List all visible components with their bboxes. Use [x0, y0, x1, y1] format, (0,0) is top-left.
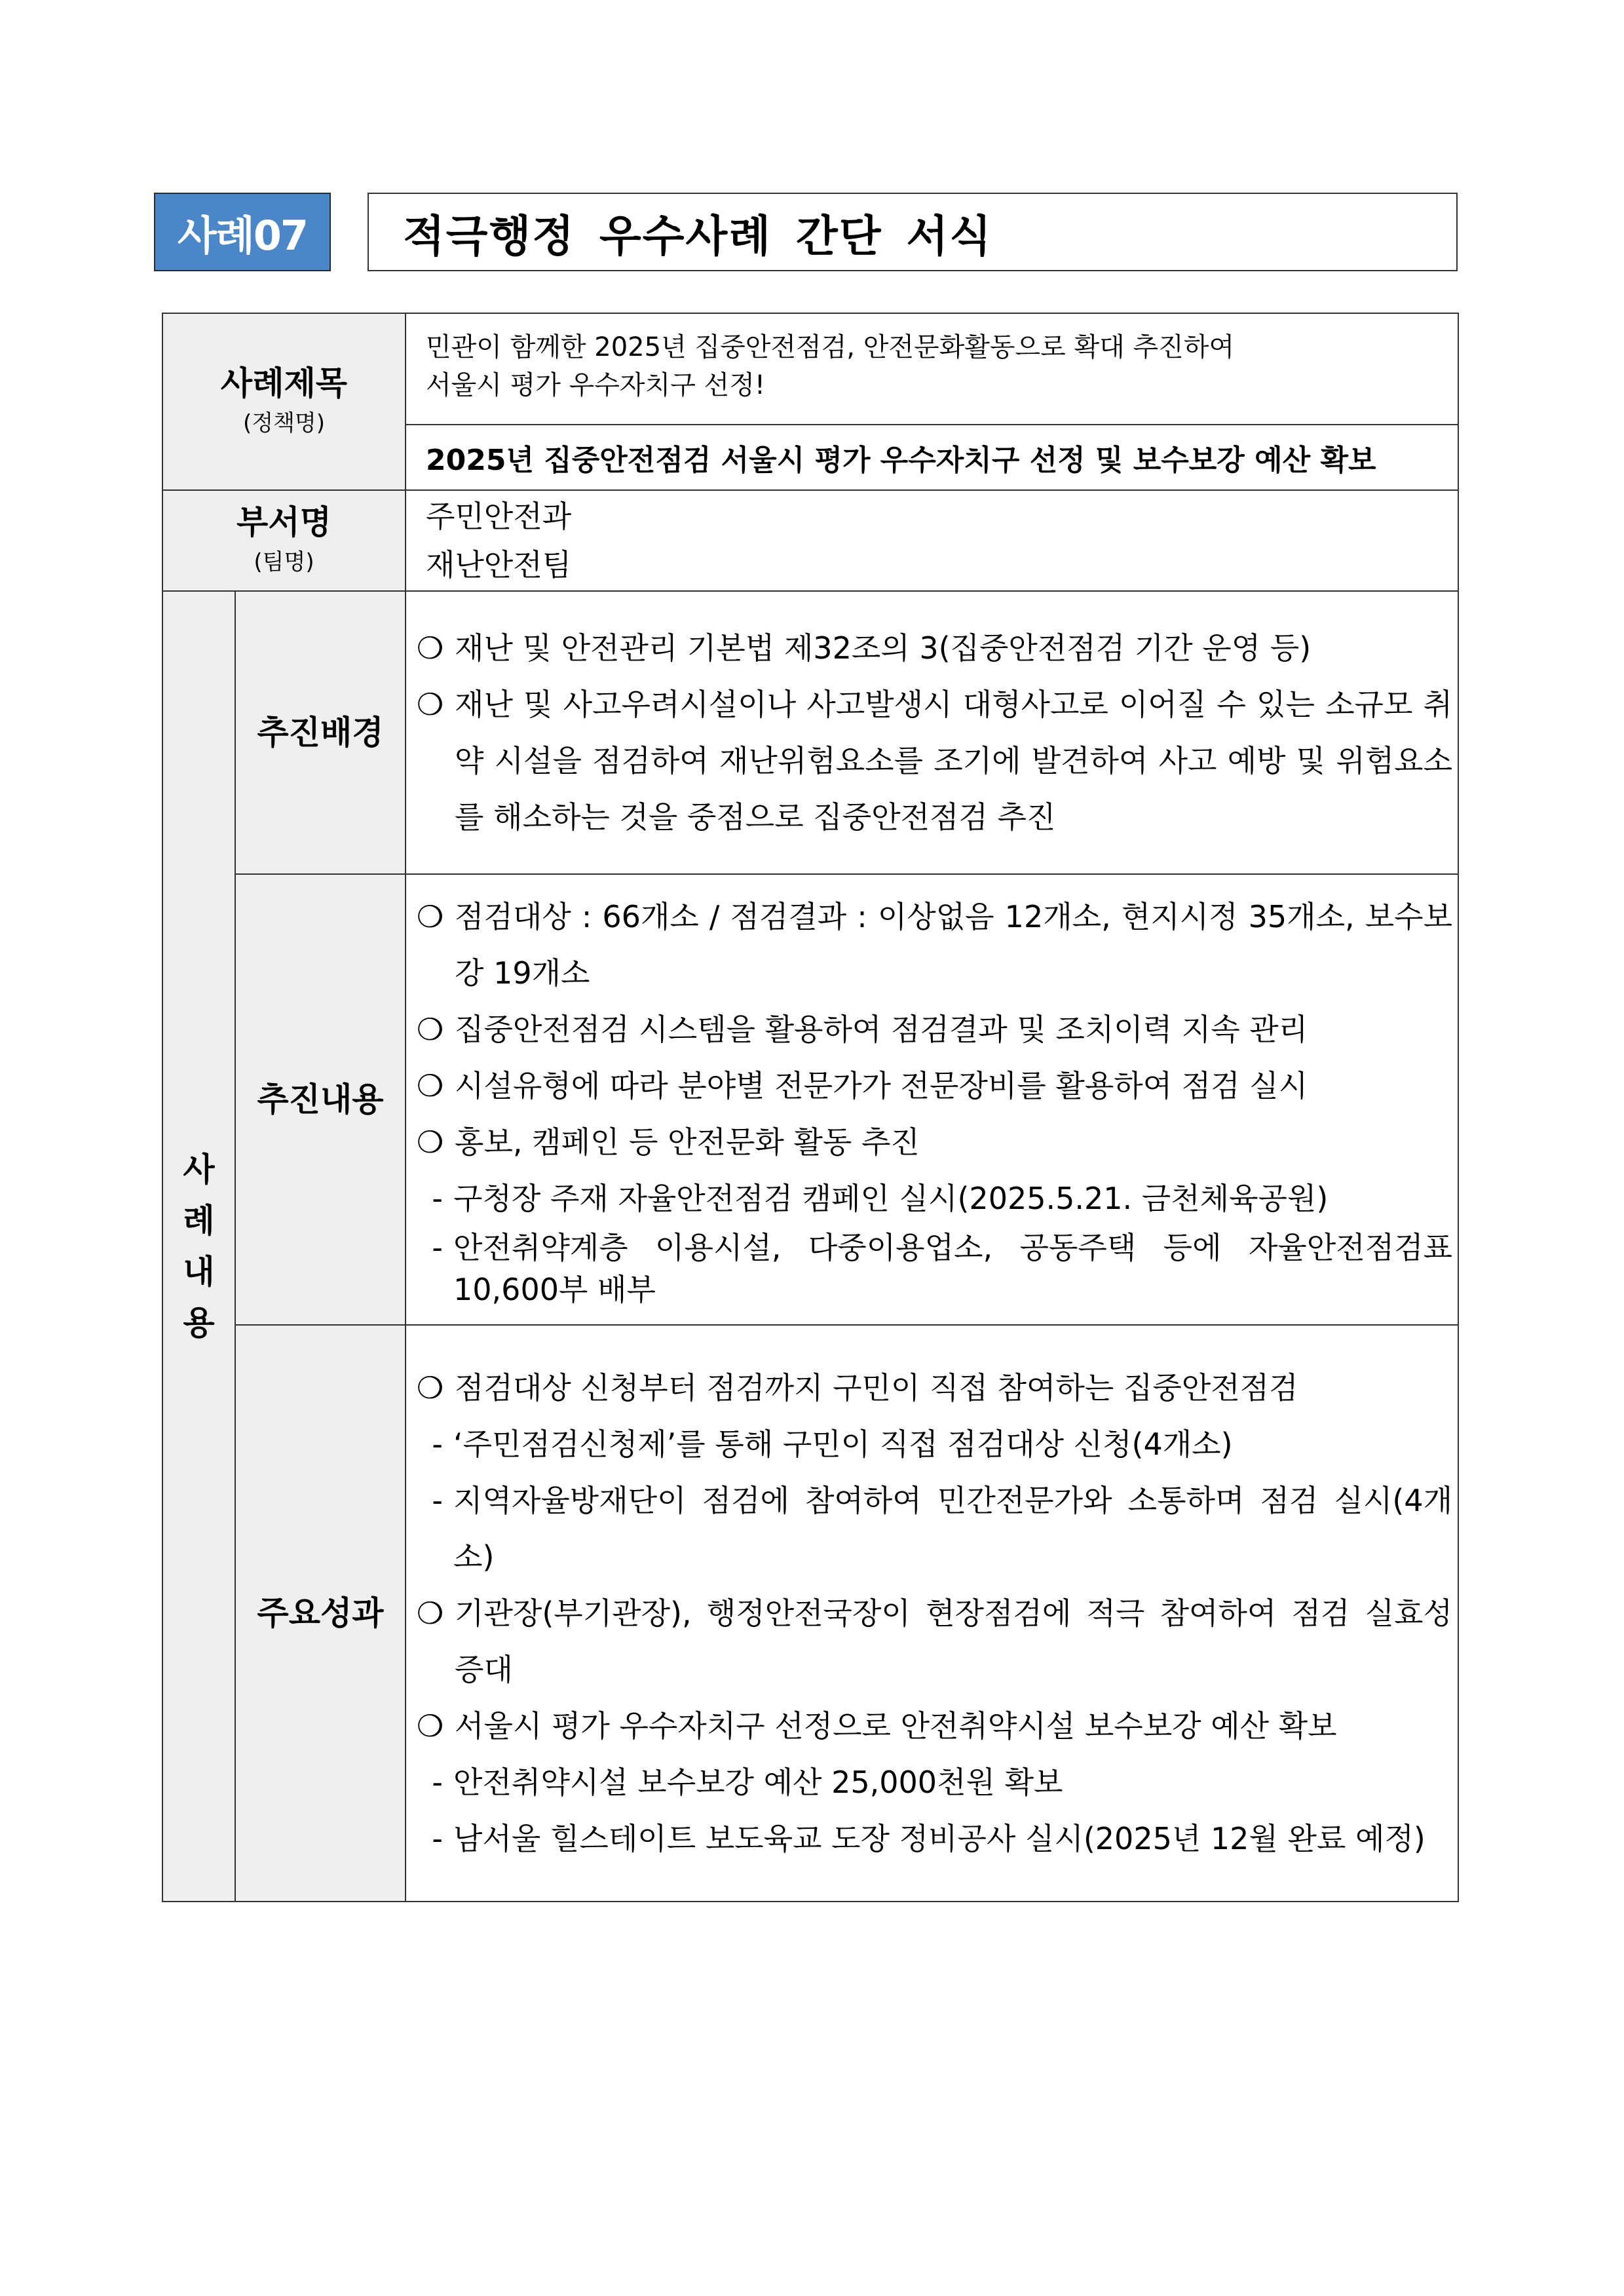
- circle-bullet-icon: ❍: [417, 687, 444, 722]
- circle-bullet-icon: ❍: [417, 899, 444, 934]
- department-name: 주민안전과: [426, 499, 572, 534]
- item-text: 남서울 힐스테이트 보도육교 도장 정비공사 실시(2025년 12월 완료 예정): [453, 1821, 1426, 1856]
- circle-bullet-icon: ❍: [417, 1068, 444, 1103]
- vertical-char: 내: [183, 1253, 215, 1291]
- dash-bullet-icon: -: [432, 1426, 444, 1462]
- vertical-char: 사: [183, 1151, 215, 1189]
- dash-bullet-icon: -: [432, 1181, 444, 1216]
- sub-list-item: [417, 1416, 1452, 1472]
- case-summary-table: [162, 313, 1459, 1902]
- circle-bullet-icon: ❍: [417, 1596, 444, 1631]
- item-text: 서울시 평가 우수자치구 선정으로 안전취약시설 보수보강 예산 확보: [455, 1708, 1337, 1744]
- item-text: 안전취약계층 이용시설, 다중이용업소, 공동주택 등에 자율안전점검표 10,600부 배부: [453, 1230, 1453, 1307]
- sub-list-item: [417, 1810, 1452, 1867]
- dash-bullet-icon: -: [432, 1821, 444, 1856]
- item-text: 시설유형에 따라 분야별 전문가가 전문장비를 활용하여 점검 실시: [455, 1068, 1308, 1103]
- list-item: [417, 676, 1452, 845]
- item-text: 집중안전점검 시스템을 활용하여 점검결과 및 조치이력 지속 관리: [455, 1012, 1308, 1047]
- circle-bullet-icon: ❍: [417, 1708, 444, 1744]
- sub-list-item: [417, 1472, 1452, 1585]
- list-item: [417, 1114, 1452, 1170]
- item-text: 구청장 주재 자율안전점검 캠페인 실시(2025.5.21. 금천체육공원): [453, 1181, 1329, 1216]
- list-item: [417, 1001, 1452, 1058]
- vertical-char: 례: [183, 1202, 215, 1240]
- case-title-bold: 2025년 집중안전점검 서울시 평가 우수자치구 선정 및 보수보강 예산 확보: [406, 425, 1458, 490]
- dash-bullet-icon: -: [432, 1765, 444, 1800]
- circle-bullet-icon: ❍: [417, 1012, 444, 1047]
- list-item: [417, 1585, 1452, 1698]
- list-item: [417, 1360, 1452, 1416]
- item-text: 점검대상 신청부터 점검까지 구민이 직접 참여하는 집중안전점검: [455, 1370, 1298, 1406]
- list-item: [417, 1698, 1452, 1754]
- case-title-line-2: 서울시 평가 우수자치구 선정!: [426, 370, 765, 400]
- team-name: 재난안전팀: [426, 547, 572, 583]
- department-value: [406, 490, 1458, 591]
- section-label-background: 추진배경: [235, 591, 406, 874]
- circle-bullet-icon: ❍: [417, 1370, 444, 1406]
- item-text: 지역자율방재단이 점검에 참여하여 민간전문가와 소통하며 점검 실시(4개소): [453, 1483, 1453, 1575]
- item-text: 홍보, 캠페인 등 안전문화 활동 추진: [455, 1124, 920, 1160]
- item-text: 재난 및 사고우려시설이나 사고발생시 대형사고로 이어질 수 있는 소규모 취약 시설을 점검하여 재난위험요소를 조기에 발견하여 사고 예방 및 위험요소를 해소하는 것을 중점으로 집중안전점검 추진: [455, 687, 1453, 835]
- section-content-achievements: [406, 1325, 1458, 1902]
- dash-bullet-icon: -: [432, 1230, 444, 1265]
- dash-bullet-icon: -: [432, 1483, 444, 1518]
- case-number-badge: 사례07: [154, 193, 331, 271]
- item-text: 안전취약시설 보수보강 예산 25,000천원 확보: [453, 1765, 1063, 1800]
- sub-list-item: [417, 1227, 1452, 1311]
- item-text: 기관장(부기관장), 행정안전국장이 현장점검에 적극 참여하여 점검 실효성 증대: [455, 1596, 1453, 1687]
- list-item: [417, 1058, 1452, 1114]
- circle-bullet-icon: ❍: [417, 630, 444, 666]
- case-title-text: [406, 313, 1458, 425]
- section-content-details: [406, 874, 1458, 1325]
- section-label-achievements: 주요성과: [235, 1325, 406, 1902]
- item-text: 점검대상 : 66개소 / 점검결과 : 이상없음 12개소, 현지시정 35개소, 보수보강 19개소: [455, 899, 1453, 991]
- vertical-char: 용: [183, 1304, 215, 1342]
- document-title: 적극행정 우수사례 간단 서식: [368, 193, 1458, 271]
- case-title-line-1: 민관이 함께한 2025년 집중안전점검, 안전문화활동으로 확대 추진하여: [426, 332, 1235, 362]
- department-label: 부서명: [236, 503, 331, 542]
- circle-bullet-icon: ❍: [417, 1124, 444, 1160]
- department-sublabel: (팀명): [254, 549, 314, 576]
- case-title-sublabel: (정책명): [242, 410, 326, 437]
- item-text: ‘주민점검신청제’를 통해 구민이 직접 점검대상 신청(4개소): [453, 1426, 1233, 1462]
- list-item: [417, 889, 1452, 1001]
- sub-list-item: [417, 1170, 1452, 1227]
- case-content-vertical-label: [162, 591, 235, 1902]
- section-content-background: [406, 591, 1458, 874]
- sub-list-item: [417, 1754, 1452, 1810]
- section-label-details: 추진내용: [235, 874, 406, 1325]
- case-title-label-cell: [162, 313, 406, 490]
- item-text: 재난 및 안전관리 기본법 제32조의 3(집중안전점검 기간 운영 등): [455, 630, 1312, 666]
- list-item: [417, 620, 1452, 676]
- case-title-label: 사례제목: [220, 364, 348, 403]
- department-label-cell: [162, 490, 406, 591]
